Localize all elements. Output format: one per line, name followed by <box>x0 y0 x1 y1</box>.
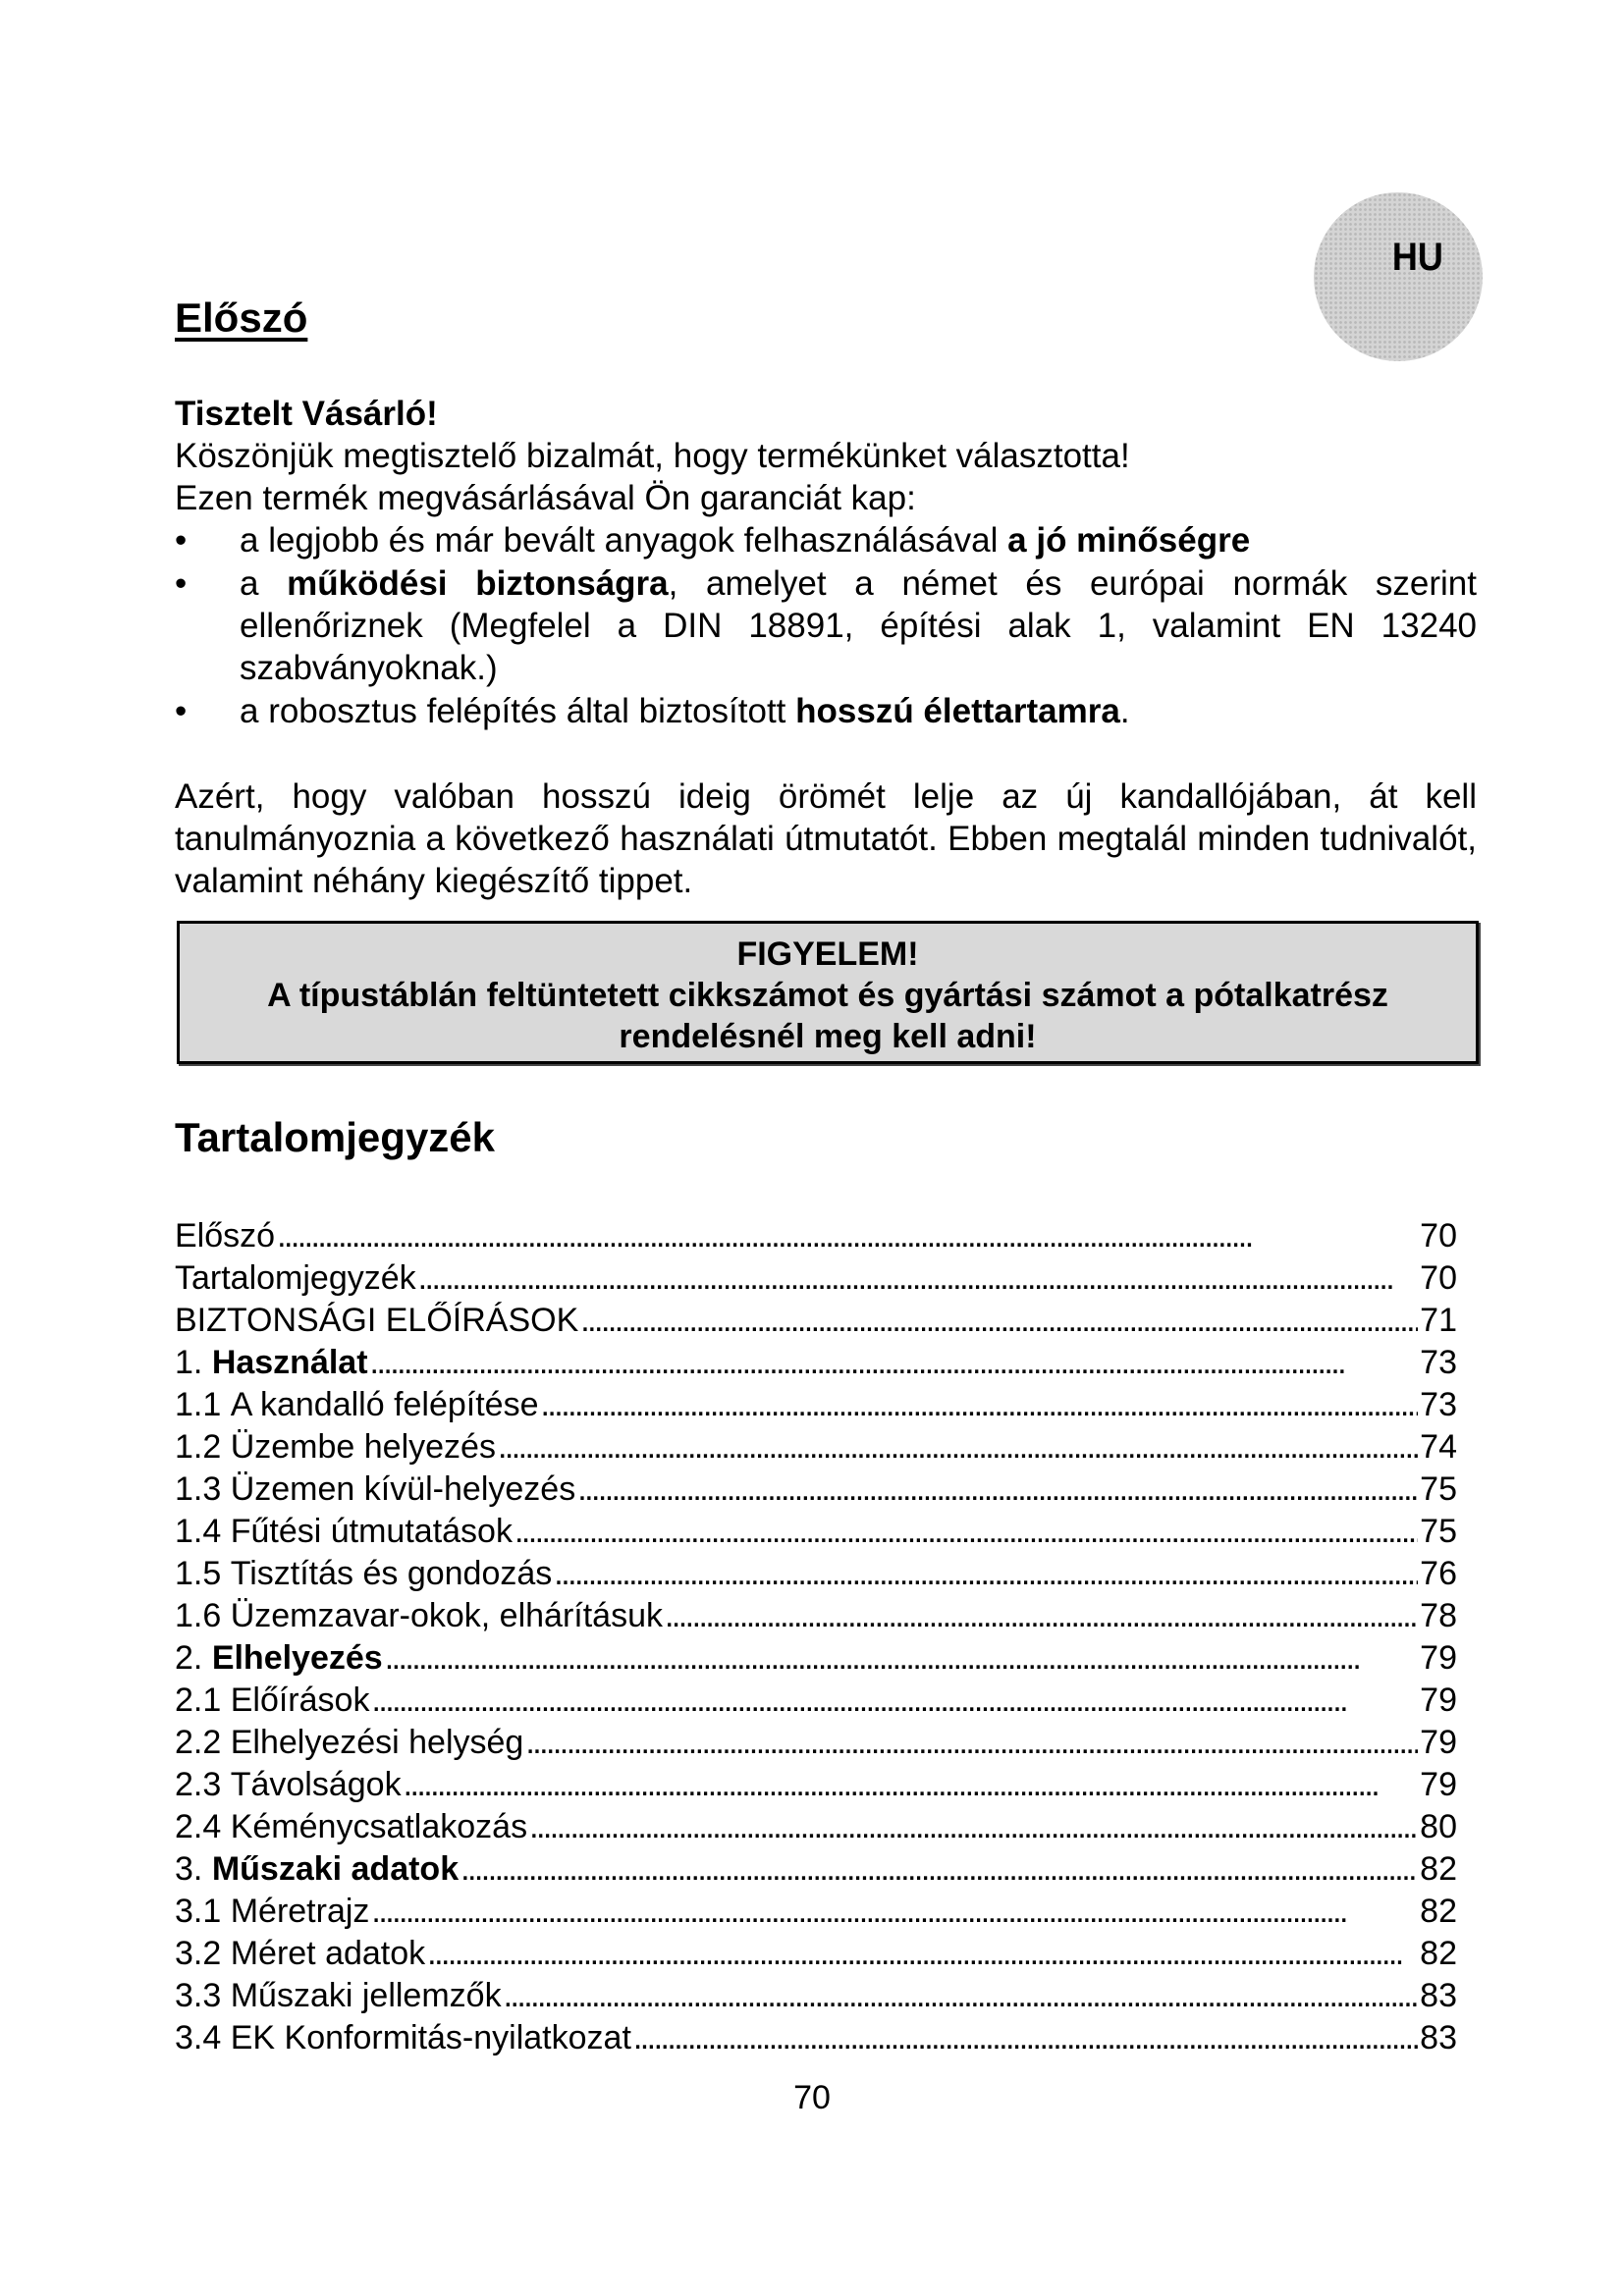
toc-label: Távolságok <box>230 1766 402 1803</box>
toc-page: 83 <box>1420 2019 1457 2056</box>
language-badge <box>1314 192 1483 361</box>
intro-paragraph: Azért, hogy valóban hosszú ideig örömét lelje az új kandallójában, át kell tanulmányoznia a következő használati útmutatót. Ebben megtalál minden tudnivalót, valamint néhány kiegészítő tippet. <box>175 777 1477 900</box>
toc-page: 79 <box>1420 1766 1457 1803</box>
toc-number: 3.1 <box>175 1893 222 1930</box>
toc-leader <box>371 1891 1418 1933</box>
bullet-post: . <box>1119 692 1130 730</box>
toc-number: 2.3 <box>175 1766 222 1803</box>
toc-entry[interactable] <box>175 1384 1457 1426</box>
guarantee-list <box>175 519 1477 732</box>
toc-number: 1.1 <box>175 1386 222 1423</box>
bullet-bold: működési biztonságra <box>287 564 669 603</box>
toc-number: 2. <box>175 1639 203 1677</box>
toc-label: EK Konformitás-nyilatkozat <box>230 2019 631 2056</box>
toc-leader <box>427 1933 1418 1975</box>
toc-entry[interactable] <box>175 1215 1457 1257</box>
toc-entry[interactable] <box>175 1468 1457 1511</box>
toc-entry[interactable] <box>175 1806 1457 1848</box>
intro-block <box>175 393 1477 733</box>
bullet-pre: a <box>240 564 288 603</box>
toc-entry[interactable] <box>175 1933 1457 1975</box>
list-item <box>175 562 1477 689</box>
toc-entry[interactable] <box>175 1511 1457 1553</box>
warning-text: A típustáblán feltüntetett cikkszámot és gyártási számot a pótalkatrész rendelésnél meg kell adni! <box>267 977 1388 1055</box>
toc-leader <box>577 1468 1418 1511</box>
toc-label: A kandalló felépítése <box>230 1386 539 1423</box>
toc-leader <box>554 1553 1418 1595</box>
toc-entry[interactable] <box>175 1680 1457 1722</box>
toc-number: 2.4 <box>175 1808 222 1845</box>
toc-entry[interactable] <box>175 2017 1457 2059</box>
bullet-pre: a legjobb és már bevált anyagok felhasználásával <box>240 521 1008 560</box>
toc-number: 1.4 <box>175 1513 222 1550</box>
toc-leader <box>580 1300 1418 1342</box>
toc-leader <box>385 1637 1418 1680</box>
toc-number: 1.3 <box>175 1470 222 1508</box>
toc-leader <box>404 1764 1419 1806</box>
toc-leader <box>277 1215 1418 1257</box>
toc-entry[interactable] <box>175 1553 1457 1595</box>
toc-leader <box>370 1342 1419 1384</box>
bullet-post: , amelyet a német és európai normák szerint ellenőriznek (Megfelel a DIN 18891, építési alak 1, valamint EN 13240 szabványoknak.) <box>240 564 1477 687</box>
toc-page: 71 <box>1420 1302 1457 1339</box>
toc-page: 79 <box>1420 1682 1457 1719</box>
toc-entry[interactable] <box>175 1764 1457 1806</box>
page-number: 70 <box>793 2079 831 2116</box>
toc-label: Méretrajz <box>230 1893 370 1930</box>
bullet-bold: a jó minőségre <box>1007 521 1251 560</box>
toc-number: 3. <box>175 1850 203 1888</box>
toc-page: 82 <box>1420 1850 1457 1888</box>
toc-page: 75 <box>1420 1470 1457 1508</box>
toc-number: 2.2 <box>175 1724 222 1761</box>
section-title-toc: Tartalomjegyzék <box>175 1114 496 1160</box>
toc-page: 80 <box>1420 1808 1457 1845</box>
toc-page: 70 <box>1420 1217 1457 1255</box>
toc-number: 1. <box>175 1344 203 1381</box>
toc-leader <box>460 1848 1418 1891</box>
toc-leader <box>529 1806 1418 1848</box>
toc-entry[interactable] <box>175 1300 1457 1342</box>
toc-page: 78 <box>1420 1597 1457 1634</box>
toc-page: 73 <box>1420 1344 1457 1381</box>
toc-page: 79 <box>1420 1724 1457 1761</box>
toc-label: Műszaki jellemzők <box>230 1977 502 2014</box>
toc-leader <box>541 1384 1419 1426</box>
toc-label: Üzemen kívül-helyezés <box>230 1470 576 1508</box>
toc-label: Fűtési útmutatások <box>230 1513 513 1550</box>
toc-entry[interactable] <box>175 1637 1457 1680</box>
toc-entry[interactable] <box>175 1426 1457 1468</box>
list-item <box>175 690 1477 732</box>
toc-page: 82 <box>1420 1893 1457 1930</box>
toc-label: Üzemzavar-okok, elhárításuk <box>230 1597 663 1634</box>
toc-label: Tartalomjegyzék <box>175 1259 416 1297</box>
toc-leader <box>633 2017 1418 2059</box>
toc-label: BIZTONSÁGI ELŐÍRÁSOK <box>175 1302 579 1339</box>
toc-entry[interactable] <box>175 1257 1457 1300</box>
toc-number: 3.4 <box>175 2019 222 2056</box>
toc-leader <box>504 1975 1419 2017</box>
toc-leader <box>525 1722 1418 1764</box>
warning-box <box>177 921 1479 1064</box>
toc-page: 82 <box>1420 1935 1457 1972</box>
toc-page: 70 <box>1420 1259 1457 1297</box>
toc-leader <box>514 1511 1418 1553</box>
toc-label: Elhelyezési helység <box>230 1724 524 1761</box>
toc-label: Üzembe helyezés <box>230 1428 496 1466</box>
toc-page: 83 <box>1420 1977 1457 2014</box>
bullet-bold: hosszú élettartamra <box>795 692 1120 730</box>
toc-page: 74 <box>1420 1428 1457 1466</box>
language-code: HU <box>1391 235 1444 279</box>
toc-number: 3.3 <box>175 1977 222 2014</box>
toc-number: 1.5 <box>175 1555 222 1592</box>
section-title-foreword: Előszó <box>175 294 308 341</box>
toc-label: Előszó <box>175 1217 276 1255</box>
toc-leader <box>665 1595 1418 1637</box>
toc-page: 75 <box>1420 1513 1457 1550</box>
toc-number: 1.2 <box>175 1428 222 1466</box>
toc-entry[interactable] <box>175 1891 1457 1933</box>
bullet-pre: a robosztus felépítés által biztosított <box>240 692 796 730</box>
toc-leader <box>371 1680 1418 1722</box>
toc-entry[interactable] <box>175 1342 1457 1384</box>
toc-label: Előírások <box>230 1682 370 1719</box>
greeting: Tisztelt Vásárló! <box>175 395 438 433</box>
toc-entry[interactable] <box>175 1975 1457 2017</box>
toc-label: Műszaki adatok <box>211 1850 460 1888</box>
toc-entry[interactable] <box>175 1722 1457 1764</box>
toc-page: 76 <box>1420 1555 1457 1592</box>
toc-number: 3.2 <box>175 1935 222 1972</box>
toc-entry[interactable] <box>175 1848 1457 1891</box>
toc-label: Elhelyezés <box>211 1639 383 1677</box>
toc-label: Használat <box>211 1344 368 1381</box>
toc-number: 2.1 <box>175 1682 222 1719</box>
thanks-text: Köszönjük megtisztelő bizalmát, hogy termékünket választotta! <box>175 437 1130 475</box>
toc-leader <box>498 1426 1418 1468</box>
toc-label: Méret adatok <box>230 1935 426 1972</box>
guarantee-text: Ezen termék megvásárlásával Ön garanciát kap: <box>175 479 916 517</box>
toc-label: Tisztítás és gondozás <box>230 1555 553 1592</box>
toc-number: 1.6 <box>175 1597 222 1634</box>
toc-page: 79 <box>1420 1639 1457 1677</box>
warning-title: FIGYELEM! <box>736 935 919 973</box>
toc-leader <box>418 1257 1419 1300</box>
toc-label: Kéménycsatlakozás <box>230 1808 528 1845</box>
toc-page: 73 <box>1420 1386 1457 1423</box>
list-item <box>175 519 1477 561</box>
toc-entry[interactable] <box>175 1595 1457 1637</box>
table-of-contents <box>175 1215 1457 2059</box>
